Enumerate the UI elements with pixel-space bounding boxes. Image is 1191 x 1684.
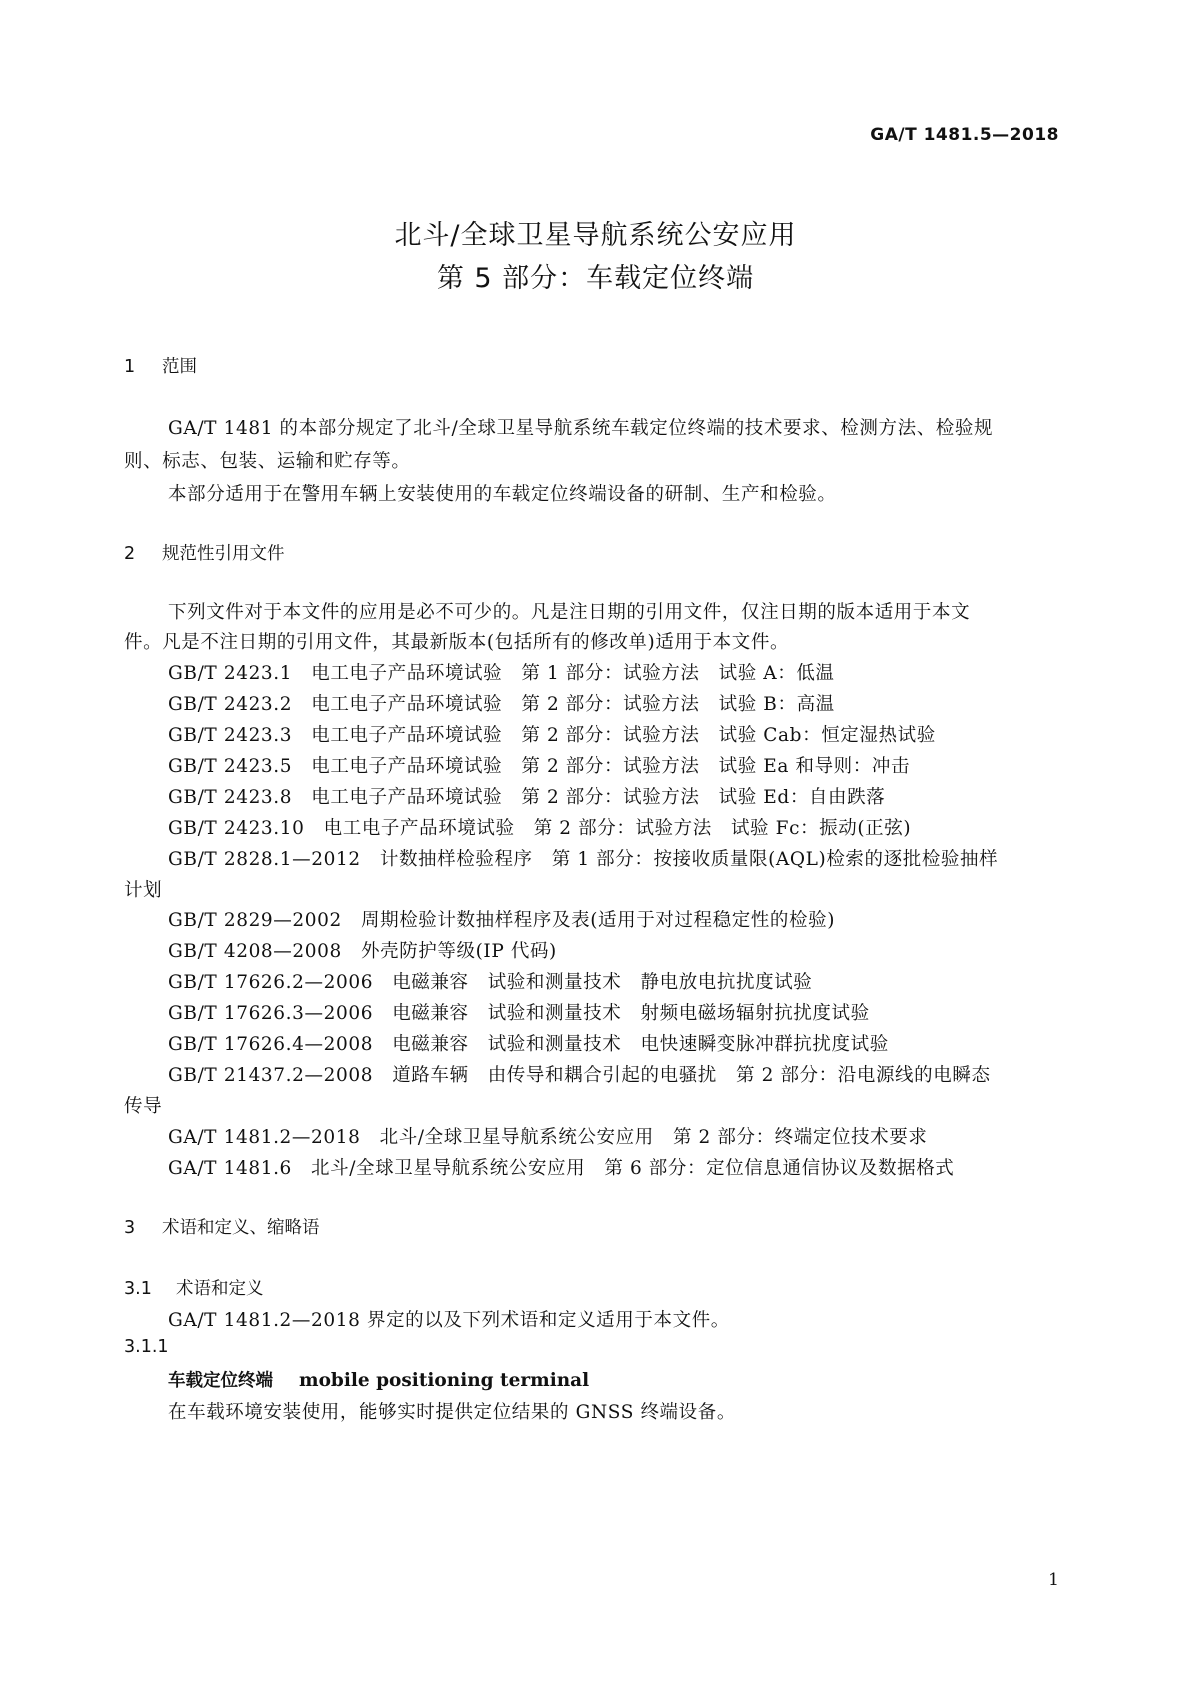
reference-item: GB/T 2423.3 电工电子产品环境试验 第 2 部分：试验方法 试验 Cab：恒定湿热试验 bbox=[168, 725, 936, 746]
reference-item: GB/T 2829—2002 周期检验计数抽样程序及表(适用于对过程稳定性的检验) bbox=[168, 910, 836, 931]
subsection-number: 3.1 bbox=[124, 1279, 152, 1299]
section-title: 规范性引用文件 bbox=[162, 544, 285, 564]
term-english: mobile positioning terminal bbox=[299, 1370, 590, 1391]
term-number: 3.1.1 bbox=[124, 1337, 169, 1357]
section-number: 1 bbox=[124, 357, 136, 377]
document-number: GA/T 1481.5—2018 bbox=[870, 125, 1059, 145]
paragraph: GA/T 1481.2—2018 界定的以及下列术语和定义适用于本文件。 bbox=[168, 1310, 730, 1331]
reference-item: GB/T 21437.2—2008 道路车辆 由传导和耦合引起的电骚扰 第 2 部分：沿电源线的电瞬态 bbox=[168, 1065, 991, 1086]
term-entry bbox=[168, 1367, 589, 1392]
subsection-3-1-heading bbox=[124, 1275, 264, 1300]
page-number: 1 bbox=[1048, 1570, 1059, 1590]
reference-item: GB/T 2423.1 电工电子产品环境试验 第 1 部分：试验方法 试验 A：低温 bbox=[168, 663, 835, 684]
reference-item: GA/T 1481.6 北斗/全球卫星导航系统公安应用 第 6 部分：定位信息通信协议及数据格式 bbox=[168, 1158, 955, 1179]
reference-item-continued: 传导 bbox=[124, 1096, 163, 1117]
paragraph: 则、标志、包装、运输和贮存等。 bbox=[124, 451, 411, 472]
reference-item: GB/T 2423.10 电工电子产品环境试验 第 2 部分：试验方法 试验 Fc：振动(正弦) bbox=[168, 818, 912, 839]
subsection-title: 术语和定义 bbox=[176, 1279, 264, 1299]
section-1-heading bbox=[124, 353, 197, 378]
reference-item: GB/T 2828.1—2012 计数抽样检验程序 第 1 部分：按接收质量限(AQL)检索的逐批检验抽样 bbox=[168, 849, 999, 870]
section-2-heading bbox=[124, 540, 285, 565]
reference-item: GB/T 17626.4—2008 电磁兼容 试验和测量技术 电快速瞬变脉冲群抗扰度试验 bbox=[168, 1034, 889, 1055]
section-number: 2 bbox=[124, 544, 136, 564]
section-title: 术语和定义、缩略语 bbox=[162, 1218, 320, 1238]
reference-item: GB/T 2423.2 电工电子产品环境试验 第 2 部分：试验方法 试验 B：高温 bbox=[168, 694, 835, 715]
paragraph: 件。凡是不注日期的引用文件，其最新版本(包括所有的修改单)适用于本文件。 bbox=[124, 632, 790, 653]
paragraph: 下列文件对于本文件的应用是必不可少的。凡是注日期的引用文件，仅注日期的版本适用于本文 bbox=[168, 602, 971, 623]
reference-item: GB/T 17626.3—2006 电磁兼容 试验和测量技术 射频电磁场辐射抗扰度试验 bbox=[168, 1003, 870, 1024]
reference-item: GB/T 2423.5 电工电子产品环境试验 第 2 部分：试验方法 试验 Ea 和导则：冲击 bbox=[168, 756, 911, 777]
paragraph: 本部分适用于在警用车辆上安装使用的车载定位终端设备的研制、生产和检验。 bbox=[168, 484, 837, 505]
reference-item: GB/T 17626.2—2006 电磁兼容 试验和测量技术 静电放电抗扰度试验 bbox=[168, 972, 813, 993]
reference-item: GA/T 1481.2—2018 北斗/全球卫星导航系统公安应用 第 2 部分：终端定位技术要求 bbox=[168, 1127, 928, 1148]
term-definition: 在车载环境安装使用，能够实时提供定位结果的 GNSS 终端设备。 bbox=[168, 1402, 736, 1423]
reference-item: GB/T 4208—2008 外壳防护等级(IP 代码) bbox=[168, 941, 557, 962]
page-subtitle: 第 5 部分：车载定位终端 bbox=[436, 263, 755, 294]
reference-item-continued: 计划 bbox=[124, 880, 163, 901]
section-title: 范围 bbox=[162, 357, 197, 377]
section-3-heading bbox=[124, 1214, 320, 1239]
paragraph: GA/T 1481 的本部分规定了北斗/全球卫星导航系统车载定位终端的技术要求、检测方法、检验规 bbox=[168, 418, 994, 439]
reference-item: GB/T 2423.8 电工电子产品环境试验 第 2 部分：试验方法 试验 Ed：自由跌落 bbox=[168, 787, 886, 808]
term-chinese: 车载定位终端 bbox=[168, 1371, 273, 1391]
section-number: 3 bbox=[124, 1218, 136, 1238]
page-title: 北斗/全球卫星导航系统公安应用 bbox=[394, 220, 797, 251]
